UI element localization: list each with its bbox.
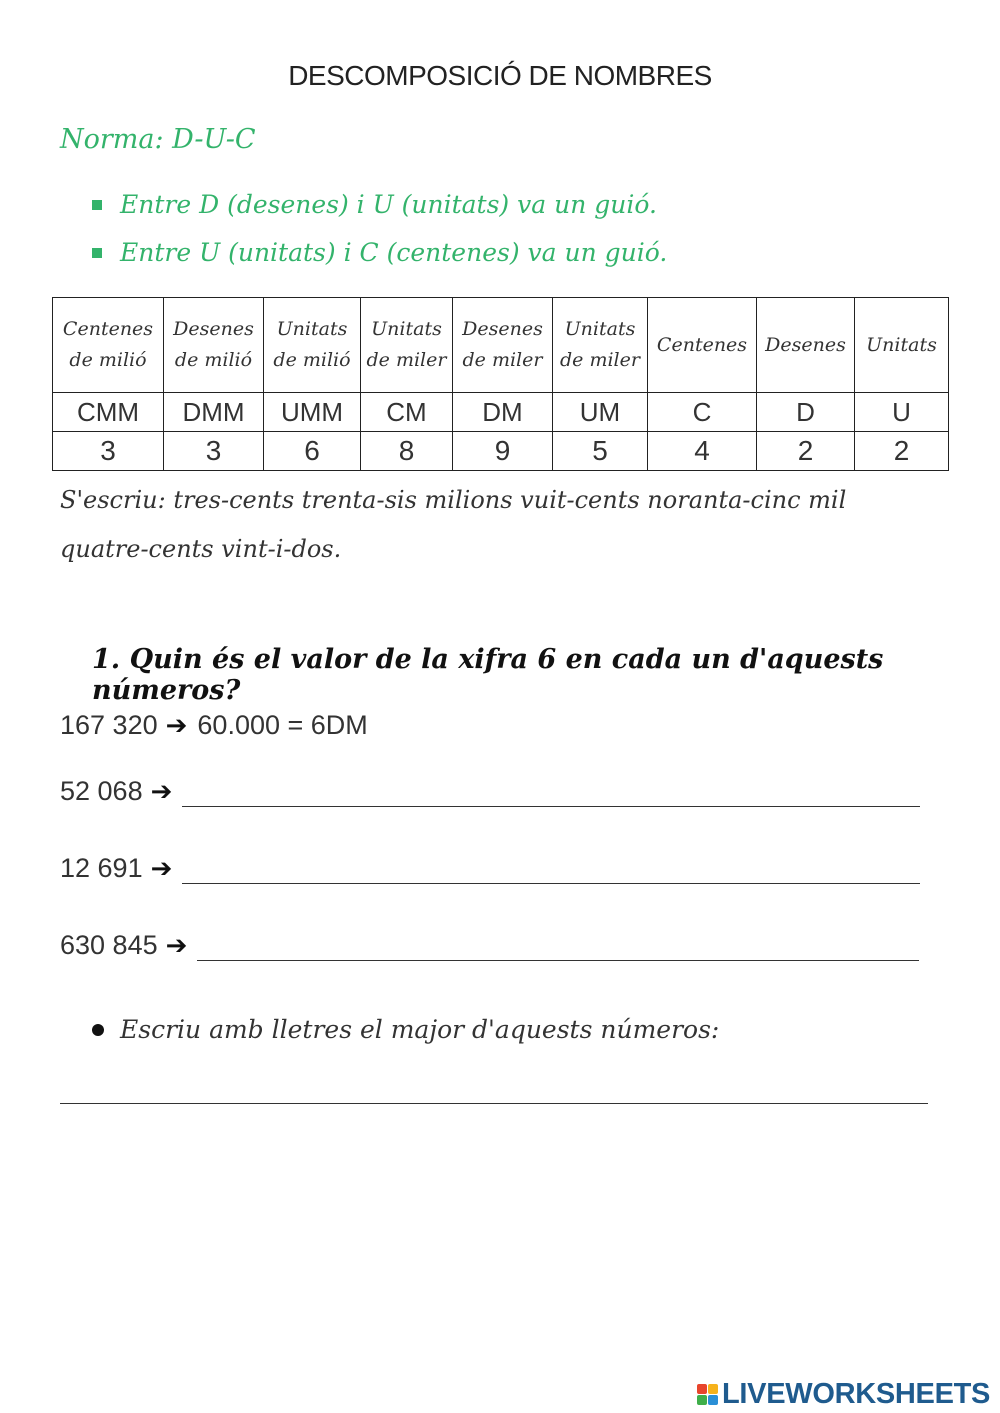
abbr-cell: DM bbox=[453, 393, 553, 432]
digit-cell: 3 bbox=[164, 432, 264, 471]
digit-cell: 3 bbox=[53, 432, 164, 471]
exercise-row bbox=[60, 853, 920, 884]
digit-cell: 6 bbox=[264, 432, 361, 471]
header-cell: Unitats bbox=[855, 298, 949, 393]
exercise-number: 630 845 bbox=[60, 930, 158, 960]
header-cell: Unitats de miler bbox=[553, 298, 648, 393]
write-prompt-text: Escriu amb lletres el major d'aquests números: bbox=[120, 1015, 720, 1044]
rule-text: Entre U (unitats) i C (centenes) va un guió. bbox=[120, 238, 668, 267]
rule-item bbox=[92, 238, 667, 267]
rule-item bbox=[92, 190, 657, 219]
write-answer-input[interactable] bbox=[60, 1103, 928, 1104]
square-bullet-icon bbox=[92, 248, 102, 258]
header-cell: Unitats de miler bbox=[361, 298, 453, 393]
header-cell: Unitats de milió bbox=[264, 298, 361, 393]
header-cell: Centenes bbox=[648, 298, 757, 393]
norma-heading: Norma: D-U-C bbox=[60, 124, 256, 155]
header-cell: Desenes bbox=[757, 298, 855, 393]
header-cell: Desenes de miler bbox=[453, 298, 553, 393]
header-cell: Desenes de milió bbox=[164, 298, 264, 393]
digit-cell: 9 bbox=[453, 432, 553, 471]
write-prompt bbox=[92, 1015, 719, 1044]
square-bullet-icon bbox=[92, 200, 102, 210]
abbr-cell: C bbox=[648, 393, 757, 432]
abbr-cell: CMM bbox=[53, 393, 164, 432]
abbr-cell: UM bbox=[553, 393, 648, 432]
exercise-number: 12 691 bbox=[60, 853, 143, 883]
rule-text: Entre D (desenes) i U (unitats) va un guió. bbox=[120, 190, 657, 219]
exercise-row bbox=[60, 776, 920, 807]
digit-cell: 5 bbox=[553, 432, 648, 471]
digit-cell: 4 bbox=[648, 432, 757, 471]
table-header-row bbox=[53, 298, 949, 393]
question-heading: 1. Quin és el valor de la xifra 6 en cada un d'aquests números? bbox=[92, 644, 884, 706]
header-cell: Centenes de milió bbox=[53, 298, 164, 393]
abbreviation-row bbox=[53, 393, 949, 432]
example-answer: 60.000 = 6DM bbox=[197, 710, 368, 740]
liveworksheets-logo bbox=[697, 1378, 990, 1411]
page-title: DESCOMPOSICIÓ DE NOMBRES bbox=[288, 60, 712, 91]
abbr-cell: DMM bbox=[164, 393, 264, 432]
exercise-number: 52 068 bbox=[60, 776, 143, 806]
arrow-right-icon: ➔ bbox=[165, 710, 188, 740]
place-value-table bbox=[52, 297, 949, 471]
digit-cell: 2 bbox=[855, 432, 949, 471]
digit-cell: 8 bbox=[361, 432, 453, 471]
example-row bbox=[60, 710, 368, 741]
abbr-cell: UMM bbox=[264, 393, 361, 432]
arrow-right-icon: ➔ bbox=[150, 776, 173, 806]
abbr-cell: U bbox=[855, 393, 949, 432]
answer-input[interactable] bbox=[182, 780, 920, 807]
liveworksheets-icon bbox=[697, 1384, 718, 1405]
answer-input[interactable] bbox=[182, 857, 920, 884]
abbr-cell: D bbox=[757, 393, 855, 432]
written-number-text: S'escriu: tres-cents trenta-sis milions vuit-cents noranta-cinc mil quatre-cents vint-i-dos. bbox=[60, 486, 847, 563]
digit-row bbox=[53, 432, 949, 471]
brand-name: LIVEWORKSHEETS bbox=[722, 1378, 991, 1410]
abbr-cell: CM bbox=[361, 393, 453, 432]
round-bullet-icon bbox=[92, 1024, 104, 1036]
exercise-row bbox=[60, 930, 919, 961]
arrow-right-icon: ➔ bbox=[165, 930, 188, 960]
example-number: 167 320 bbox=[60, 710, 158, 740]
answer-input[interactable] bbox=[197, 934, 919, 961]
digit-cell: 2 bbox=[757, 432, 855, 471]
arrow-right-icon: ➔ bbox=[150, 853, 173, 883]
